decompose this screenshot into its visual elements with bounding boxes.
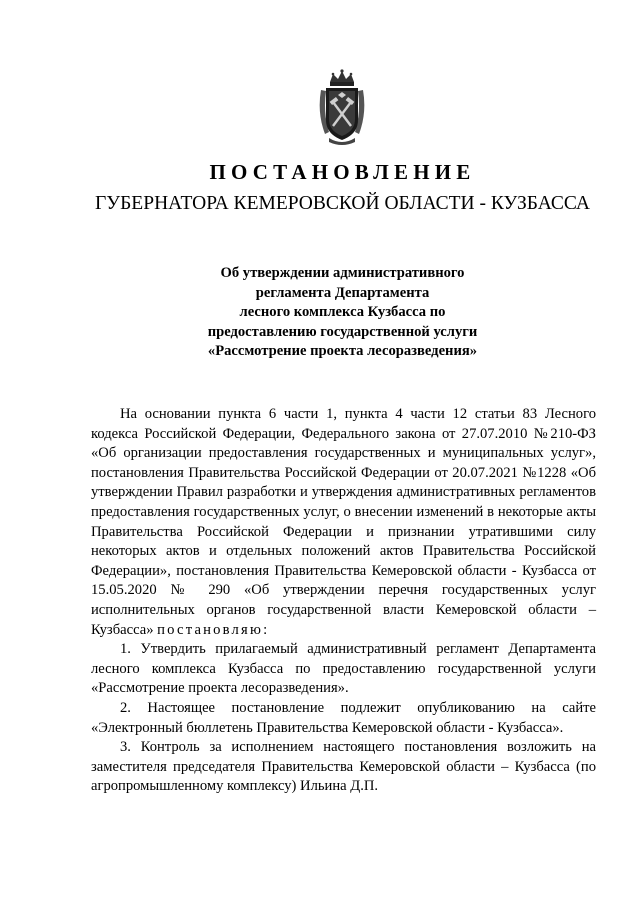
title-line: регламента Департамента bbox=[255, 284, 430, 301]
title-line: лесного комплекса Кузбасса по bbox=[239, 304, 446, 321]
preamble-text: На основании пункта 6 части 1, пункта 4 части 12 статьи 83 Лесного кодекса Российской Федерации, Федерального закона от 27.07.2010 №210-ФЗ «Об организации предоставления государственных и муниципальных услуг», постановления Правительства Российской Федерации от 20.07.2021 №1228 «Об утверждении Правил разработки и утверждения административных регламентов предоставления государственных услуг, о внесении изменений в некоторые акты Правительства Российской Федерации и признании утратившими силу некоторых актов и отдельных положений актов Правительства Российской Федерации», постановления Правительства Кемеровской области - Кузбасса от 15.05.2020 № 290 «Об утверждении перечня государственных услуг исполнительных органов государственной власти Кемеровской области – Кузбасса» bbox=[91, 406, 596, 638]
clause-3: 3. Контроль за исполнением настоящего постановления возложить на заместителя председателя Правительства Кемеровской области – Кузбасса (по агропромышленному комплексу) Ильина Д.П. bbox=[91, 739, 596, 795]
resolve-word: постановляю bbox=[157, 621, 264, 638]
resolve-punct: : bbox=[263, 621, 268, 638]
document-type: ПОСТАНОВЛЕНИЕ bbox=[209, 160, 476, 184]
document-title bbox=[170, 264, 515, 362]
document-body bbox=[91, 405, 596, 797]
clause-2: 2. Настоящее постановление подлежит опубликованию на сайте «Электронный бюллетень Правительства Кемеровской области - Кузбасса». bbox=[91, 699, 596, 736]
clause-1: 1. Утвердить прилагаемый административный регламент Департамента лесного комплекса Кузбасса по предоставлению государственной услуги «Рассмотрение проекта лесоразведения». bbox=[91, 641, 596, 697]
title-line: предоставлению государственной услуги bbox=[207, 323, 478, 340]
preamble-paragraph bbox=[91, 405, 596, 640]
title-line: Об утверждении административного bbox=[220, 265, 465, 281]
title-line: «Рассмотрение проекта лесоразведения» bbox=[207, 343, 478, 360]
kuzbass-coat-of-arms-icon bbox=[317, 68, 367, 146]
issuer: ГУБЕРНАТОРА КЕМЕРОВСКОЙ ОБЛАСТИ - КУЗБАССА bbox=[95, 193, 590, 214]
